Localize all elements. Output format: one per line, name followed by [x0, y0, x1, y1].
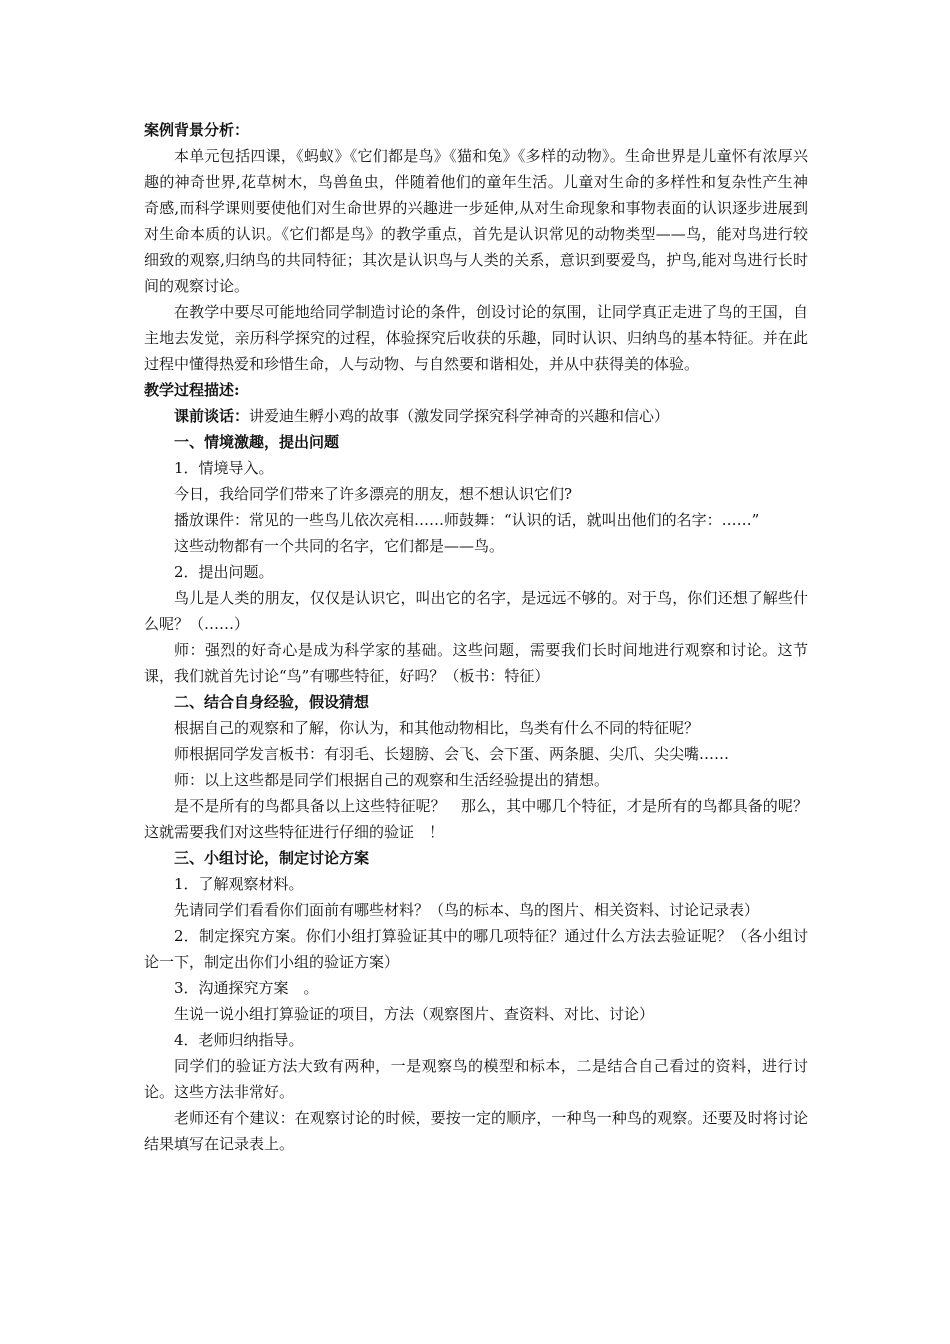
step3-item-3: 3．沟通探究方案 。: [174, 979, 319, 997]
pre-class-text: 讲爱迪生孵小鸡的故事（激发同学探究科学神奇的兴趣和信心）: [249, 407, 670, 425]
step3-paragraph-4: 老师还有个建议：在观察讨论的时候，要按一定的顺序，一种鸟一种鸟的观察。还要及时将讨论结果填写在记录表上。: [144, 1109, 808, 1153]
step3-heading: 三、小组讨论，制定讨论方案: [174, 849, 370, 867]
step3-paragraph-3: 同学们的验证方法大致有两种，一是观察鸟的模型和标本，二是结合自己看过的资料，进行讨论。这些方法非常好。: [144, 1057, 808, 1101]
background-paragraph-2: 在教学中要尽可能地给同学制造讨论的条件，创设讨论的氛围，让同学真正走进了鸟的王国，自主地去发觉，亲历科学探究的过程，体验探究后收获的乐趣，同时认识、归纳鸟的基本特征。并在此过程中懂得热爱和珍惜生命，人与动物、与自然要和谐相处，并从中获得美的体验。: [144, 303, 808, 373]
pre-class-talk: [144, 403, 808, 429]
step1-paragraph-2: 播放课件：常见的一些鸟儿依次亮相……师鼓舞：“认识的话，就叫出他们的名字：……”: [174, 511, 760, 529]
background-heading: 案例背景分析：: [144, 121, 250, 139]
document-page: [144, 117, 808, 1157]
process-heading: 教学过程描述:: [144, 381, 240, 399]
step2-paragraph-3: 师：以上这些都是同学们根据自己的观察和生活经验提出的猜想。: [174, 771, 610, 789]
step3-paragraph-2: 生说一说小组打算验证的项目，方法（观察图片、查资料、对比、讨论）: [174, 1005, 655, 1023]
step3-item-2: 2．制定探究方案。你们小组打算验证其中的哪几项特征？通过什么方法去验证呢？（各小组讨论一下，制定出你们小组的验证方案）: [144, 927, 808, 971]
step3-item-1: 1．了解观察材料。: [174, 875, 304, 893]
step2-heading: 二、结合自身经验，假设猜想: [174, 693, 370, 711]
step2-paragraph-1: 根据自己的观察和了解，你认为，和其他动物相比，鸟类有什么不同的特征呢？: [174, 719, 700, 737]
step1-paragraph-5: 师：强烈的好奇心是成为科学家的基础。这些问题，需要我们长时间地进行观察和讨论。这节课，我们就首先讨论“鸟”有哪些特征，好吗？（板书：特征）: [144, 641, 808, 685]
step3-paragraph-1: 先请同学们看看你们面前有哪些材料？（鸟的标本、鸟的图片、相关资料、讨论记录表）: [174, 901, 760, 919]
step1-paragraph-1: 今日，我给同学们带来了许多漂亮的朋友，想不想认识它们?: [174, 485, 573, 503]
step1-paragraph-4: 鸟儿是人类的朋友，仅仅是认识它，叫出它的名字，是远远不够的。对于鸟，你们还想了解些什么呢？（……）: [144, 589, 808, 633]
step1-item-2: 2．提出问题。: [174, 563, 274, 581]
step1-paragraph-3: 这些动物都有一个共同的名字，它们都是——鸟。: [174, 537, 505, 555]
pre-class-label: 课前谈话：: [174, 407, 250, 425]
background-paragraph-1: 本单元包括四课，《蚂蚁》《它们都是鸟》《猫和兔》《多样的动物》。生命世界是儿童怀有浓厚兴趣的神奇世界,花草树木，鸟兽鱼虫，伴随着他们的童年生活。儿童对生命的多样性和复杂性产生神奇感,而科学课则要使他们对生命世界的兴趣进一步延伸,从对生命现象和事物表面的认识逐步进展到对生命本质的认识。《它们都是鸟》的教学重点，首先是认识常见的动物类型——鸟，能对鸟进行较细致的观察,归纳鸟的共同特征；其次是认识鸟与人类的关系，意识到要爱鸟，护鸟,能对鸟进行长时间的观察讨论。: [144, 147, 808, 295]
step1-heading: 一、情境激趣，提出问题: [174, 433, 340, 451]
step3-item-4: 4．老师归纳指导。: [174, 1031, 304, 1049]
step2-paragraph-4: 是不是所有的鸟都具备以上这些特征呢？ 那么，其中哪几个特征，才是所有的鸟都具备的呢？这就需要我们对这些特征进行仔细的验证 ！: [144, 797, 808, 841]
step2-paragraph-2: 师根据同学发言板书：有羽毛、长翅膀、会飞、会下蛋、两条腿、尖爪、尖尖嘴……: [174, 745, 730, 763]
step1-item-1: 1．情境导入。: [174, 459, 274, 477]
